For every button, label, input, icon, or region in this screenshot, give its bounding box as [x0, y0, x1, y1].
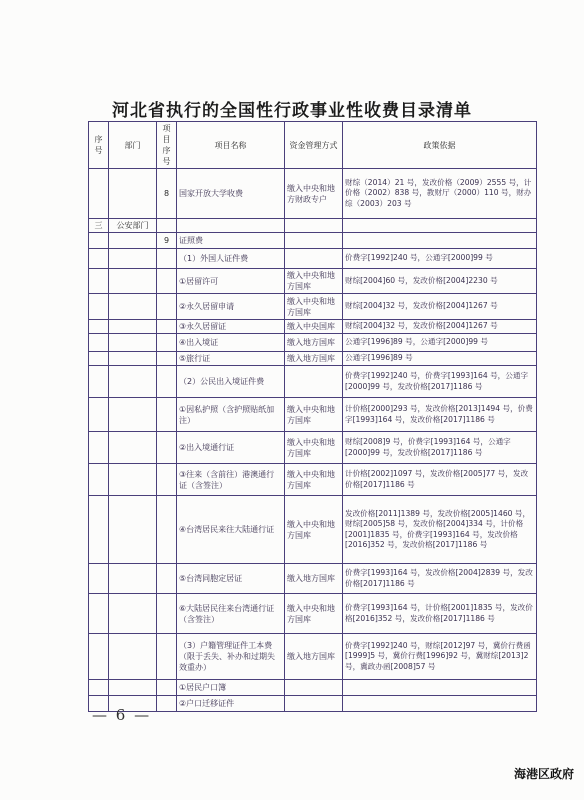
policy-basis-cell [343, 233, 537, 249]
dept-cell [109, 334, 157, 352]
item-name-cell: ②永久居留申请 [177, 294, 285, 320]
item-name-cell: ⑥大陆居民往来台湾通行证（含签注） [177, 594, 285, 634]
dept-cell [109, 564, 157, 594]
table-row [89, 320, 537, 334]
seq-cell [89, 334, 109, 352]
item-no-cell [157, 680, 177, 696]
item-name-cell: ⑤旅行证 [177, 352, 285, 366]
item-no-cell [157, 432, 177, 464]
dept-cell [109, 594, 157, 634]
policy-basis-cell: 公通字[1996]89 号 [343, 352, 537, 366]
dept-cell: 公安部门 [109, 219, 157, 233]
fund-mgmt-cell: 缴入中央和地方国库 [285, 496, 343, 564]
seq-cell [89, 432, 109, 464]
table-row [89, 269, 537, 294]
dept-cell [109, 269, 157, 294]
item-no-cell [157, 269, 177, 294]
seq-cell [89, 680, 109, 696]
table-row [89, 634, 537, 680]
item-name-cell: 证照费 [177, 233, 285, 249]
fund-mgmt-cell: 缴入地方国库 [285, 634, 343, 680]
dept-cell [109, 496, 157, 564]
policy-basis-cell: 价费字[1993]164 号，计价格[2001]1835 号，发改价格[2016]352 号，发改价格[2017]1186 号 [343, 594, 537, 634]
fund-mgmt-cell: 缴入中央和地方国库 [285, 269, 343, 294]
item-name-cell: ①因私护照（含护照贴纸加注） [177, 398, 285, 432]
table-row [89, 496, 537, 564]
item-no-cell [157, 496, 177, 564]
fund-mgmt-cell [285, 680, 343, 696]
fund-mgmt-cell [285, 219, 343, 233]
item-no-cell [157, 398, 177, 432]
fund-mgmt-cell: 缴入中央和地方国库 [285, 594, 343, 634]
seq-cell: 三 [89, 219, 109, 233]
item-no-cell [157, 352, 177, 366]
item-name-cell [177, 219, 285, 233]
item-name-cell: 国家开放大学收费 [177, 169, 285, 219]
item-no-cell [157, 634, 177, 680]
policy-basis-cell: 财综[2004]32 号，发改价格[2004]1267 号 [343, 294, 537, 320]
seq-cell [89, 496, 109, 564]
fund-mgmt-cell: 缴入中央和地方国库 [285, 294, 343, 320]
fund-mgmt-cell [285, 233, 343, 249]
header-fund-mgmt: 资金管理方式 [285, 122, 343, 169]
seq-cell [89, 169, 109, 219]
item-no-cell [157, 366, 177, 398]
policy-basis-cell: 价费字[1992]240 号，公通字[2000]99 号 [343, 249, 537, 269]
source-watermark: 海港区政府 [513, 767, 574, 781]
item-name-cell: ③往来（含前往）港澳通行证（含签注） [177, 464, 285, 496]
header-policy-basis: 政策依据 [343, 122, 537, 169]
fund-mgmt-cell [285, 249, 343, 269]
dept-cell [109, 366, 157, 398]
dept-cell [109, 398, 157, 432]
table-row [89, 680, 537, 696]
page-number: — 6 — [92, 706, 152, 724]
seq-cell [89, 352, 109, 366]
item-name-cell: ①居民户口簿 [177, 680, 285, 696]
dept-cell [109, 680, 157, 696]
dept-cell [109, 249, 157, 269]
item-name-cell: （3）户籍管理证件工本费（限于丢失、补办和过期失效重办） [177, 634, 285, 680]
item-name-cell: ②户口迁移证件 [177, 696, 285, 712]
table-row [89, 294, 537, 320]
fund-mgmt-cell [285, 696, 343, 712]
item-name-cell: ①居留许可 [177, 269, 285, 294]
table-row [89, 464, 537, 496]
policy-basis-cell: 公通字[1996]89 号，公通字[2000]99 号 [343, 334, 537, 352]
fund-mgmt-cell: 缴入地方国库 [285, 334, 343, 352]
table-row [89, 398, 537, 432]
item-no-cell: 9 [157, 233, 177, 249]
item-no-cell [157, 696, 177, 712]
seq-cell [89, 269, 109, 294]
policy-basis-cell [343, 219, 537, 233]
fund-mgmt-cell: 缴入中央和地方国库 [285, 432, 343, 464]
item-name-cell: ⑤台湾同胞定居证 [177, 564, 285, 594]
seq-cell [89, 233, 109, 249]
header-dept: 部门 [109, 122, 157, 169]
policy-basis-cell: 价费字[1993]164 号，发改价格[2004]2839 号，发改价格[2017]1186 号 [343, 564, 537, 594]
dept-cell [109, 320, 157, 334]
dept-cell [109, 432, 157, 464]
seq-cell [89, 366, 109, 398]
seq-cell [89, 249, 109, 269]
table-row [89, 352, 537, 366]
item-no-cell [157, 294, 177, 320]
policy-basis-cell: 财综[2004]32 号，发改价格[2004]1267 号 [343, 320, 537, 334]
table-row [89, 233, 537, 249]
dept-cell [109, 233, 157, 249]
header-item-no: 项目序号 [157, 122, 177, 169]
item-name-cell: ④台湾居民来往大陆通行证 [177, 496, 285, 564]
table-row [89, 432, 537, 464]
policy-basis-cell: 价费字[1992]240 号，价费字[1993]164 号，公通字[2000]99 号，发改价格[2017]1186 号 [343, 366, 537, 398]
policy-basis-cell [343, 696, 537, 712]
item-no-cell [157, 320, 177, 334]
seq-cell [89, 634, 109, 680]
header-item-name: 项目名称 [177, 122, 285, 169]
item-name-cell: ④出入境证 [177, 334, 285, 352]
seq-cell [89, 398, 109, 432]
table-row [89, 169, 537, 219]
item-name-cell: ③永久居留证 [177, 320, 285, 334]
seq-cell [89, 594, 109, 634]
policy-basis-cell [343, 680, 537, 696]
fund-mgmt-cell: 缴入中央和地方国库 [285, 398, 343, 432]
item-no-cell [157, 564, 177, 594]
fund-mgmt-cell: 缴入地方国库 [285, 352, 343, 366]
item-no-cell [157, 219, 177, 233]
policy-basis-cell: 计价格[2002]1097 号，发改价格[2005]77 号，发改价格[2017]1186 号 [343, 464, 537, 496]
policy-basis-cell: 价费字[1992]240 号，财综[2012]97 号，冀价行费函[1999]5 号，冀价行费[1996]92 号，冀财综[2013]2 号，冀政办函[2008]57 号 [343, 634, 537, 680]
policy-basis-cell: 财综[2008]9 号，价费字[1993]164 号，公通字[2000]99 号，发改价格[2017]1186 号 [343, 432, 537, 464]
header-seq: 序号 [89, 122, 109, 169]
dept-cell [109, 634, 157, 680]
item-name-cell: ②出入境通行证 [177, 432, 285, 464]
table-row [89, 366, 537, 398]
document-title: 河北省执行的全国性行政事业性收费目录清单 [112, 101, 472, 121]
seq-cell [89, 294, 109, 320]
item-no-cell [157, 249, 177, 269]
policy-basis-cell: 财综（2014）21 号，发改价格（2009）2555 号，计价格（2002）838 号，教财厅（2000）110 号，财办综（2003）203 号 [343, 169, 537, 219]
seq-cell [89, 564, 109, 594]
item-name-cell: （2）公民出入境证件费 [177, 366, 285, 398]
item-name-cell: （1）外国人证件费 [177, 249, 285, 269]
table-row [89, 696, 537, 712]
dept-cell [109, 352, 157, 366]
table-row [89, 594, 537, 634]
policy-basis-cell: 计价格[2000]293 号，发改价格[2013]1494 号，价费字[1993]164 号，发改价格[2017]1186 号 [343, 398, 537, 432]
item-no-cell [157, 464, 177, 496]
table-header-row [89, 122, 537, 169]
fund-mgmt-cell [285, 366, 343, 398]
seq-cell [89, 464, 109, 496]
fund-mgmt-cell: 缴入中央和地方财政专户 [285, 169, 343, 219]
table-row [89, 564, 537, 594]
fee-catalog-table [88, 121, 537, 712]
dept-cell [109, 169, 157, 219]
fund-mgmt-cell: 缴入中央国库 [285, 320, 343, 334]
fund-mgmt-cell: 缴入地方国库 [285, 564, 343, 594]
table-row [89, 249, 537, 269]
dept-cell [109, 294, 157, 320]
table-row [89, 334, 537, 352]
policy-basis-cell: 发改价格[2011]1389 号，发改价格[2005]1460 号，财综[2005]58 号，发改价格[2004]334 号，计价格[2001]1835 号，价费字[1993]164 号，发改价格[2016]352 号，发改价格[2017]1186 号 [343, 496, 537, 564]
table-row [89, 219, 537, 233]
seq-cell [89, 320, 109, 334]
policy-basis-cell: 财综[2004]60 号，发改价格[2004]2230 号 [343, 269, 537, 294]
item-no-cell [157, 334, 177, 352]
dept-cell [109, 464, 157, 496]
fund-mgmt-cell: 缴入中央和地方国库 [285, 464, 343, 496]
item-no-cell: 8 [157, 169, 177, 219]
item-no-cell [157, 594, 177, 634]
